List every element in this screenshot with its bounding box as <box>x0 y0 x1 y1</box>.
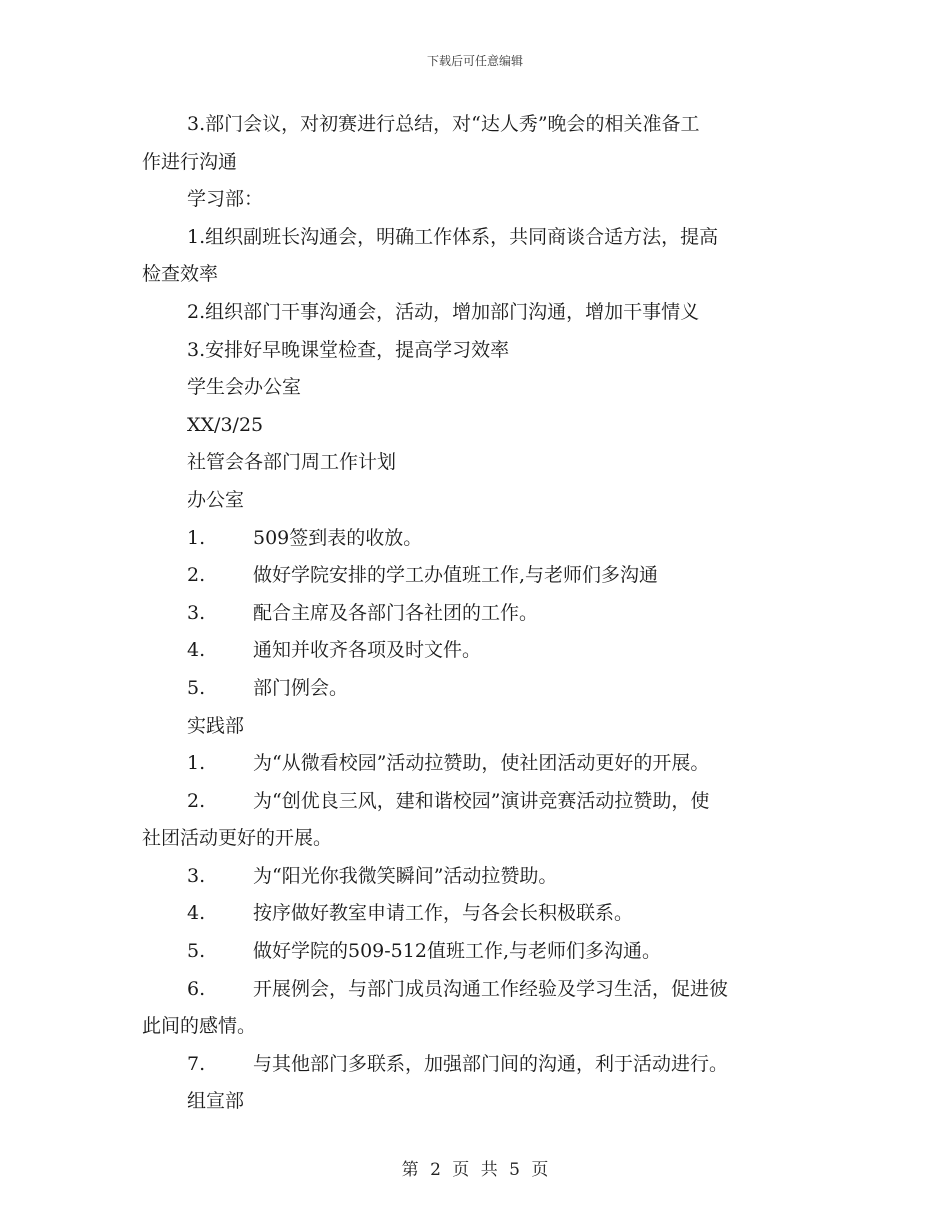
list-item <box>142 971 802 1009</box>
list-item <box>142 858 802 896</box>
section-title-practice: 实践部 <box>187 714 245 737</box>
list-number: 6. <box>187 977 206 1000</box>
list-text: 为“创优良三风，建和谐校园”演讲竞赛活动拉赞助，使 <box>253 789 710 812</box>
list-text: 通知并收齐各项及时文件。 <box>253 639 482 662</box>
list-text: 按序做好教室申请工作，与各会长积极联系。 <box>253 902 634 925</box>
list-item-continuation: 此间的感情。 <box>142 1015 257 1038</box>
list-text: 为“从微看校园”活动拉赞助，使社团活动更好的开展。 <box>253 752 710 775</box>
list-item <box>142 557 802 595</box>
list-item <box>142 895 802 933</box>
document-body <box>142 106 802 1121</box>
list-item <box>142 933 802 971</box>
paragraph: 2.组织部门干事沟通会，活动，增加部门沟通，增加干事情义 <box>187 300 700 323</box>
list-item <box>142 595 802 633</box>
list-item <box>142 783 802 821</box>
list-item <box>142 520 802 558</box>
list-item <box>142 1046 802 1084</box>
section-title-office: 办公室 <box>187 488 245 511</box>
list-number: 1. <box>187 752 206 775</box>
list-text: 部门例会。 <box>253 676 349 699</box>
list-text: 配合主席及各部门各社团的工作。 <box>253 601 539 624</box>
list-text: 做好学院的509-512值班工作,与老师们多沟通。 <box>253 940 661 963</box>
page-footer: 第 2 页 共 5 页 <box>401 1160 549 1180</box>
paragraph-continuation: 作进行沟通 <box>142 150 238 173</box>
paragraph: 3.部门会议，对初赛进行总结，对“达人秀”晚会的相关准备工 <box>187 113 700 135</box>
page-header: 下载后可任意编辑 <box>426 54 523 68</box>
list-number: 5. <box>187 676 206 699</box>
paragraph-continuation: 检查效率 <box>142 263 219 286</box>
list-text: 为“阳光你我微笑瞬间”活动拉赞助。 <box>253 864 558 887</box>
list-number: 3. <box>187 601 206 624</box>
list-number: 4. <box>187 902 206 925</box>
list-text: 做好学院安排的学工办值班工作,与老师们多沟通 <box>253 564 659 587</box>
list-item-continuation: 社团活动更好的开展。 <box>142 827 333 850</box>
list-number: 3. <box>187 864 206 887</box>
list-number: 2. <box>187 789 206 812</box>
list-text: 开展例会，与部门成员沟通工作经验及学习生活，促进彼 <box>253 977 729 1000</box>
plan-title: 社管会各部门周工作计划 <box>187 451 397 474</box>
section-title-study: 学习部： <box>187 188 264 211</box>
signature-date: XX/3/25 <box>187 413 264 436</box>
section-title-propaganda: 组宣部 <box>187 1090 245 1113</box>
signature-office: 学生会办公室 <box>187 376 302 399</box>
list-item <box>142 670 802 708</box>
list-text: 与其他部门多联系，加强部门间的沟通，利于活动进行。 <box>253 1052 729 1075</box>
list-item <box>142 745 802 783</box>
list-number: 4. <box>187 639 206 662</box>
paragraph: 3.安排好早晚课堂检查，提高学习效率 <box>187 338 510 361</box>
list-number: 5. <box>187 940 206 963</box>
list-item <box>142 632 802 670</box>
list-number: 1. <box>187 526 206 549</box>
list-number: 7. <box>187 1052 206 1075</box>
list-number: 2. <box>187 564 206 587</box>
list-text: 509签到表的收放。 <box>253 526 423 549</box>
paragraph: 1.组织副班长沟通会，明确工作体系，共同商谈合适方法，提高 <box>187 225 719 248</box>
